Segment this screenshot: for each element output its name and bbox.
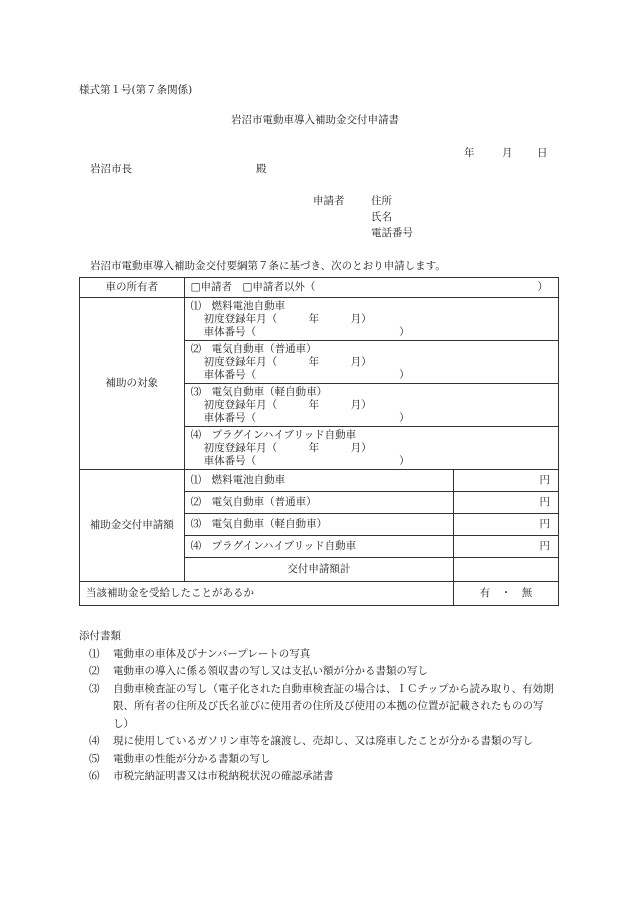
body-number-close: ） — [399, 326, 410, 338]
attachment-number: ⑴ — [89, 647, 100, 660]
total-label: 交付申請額計 — [184, 558, 454, 582]
vehicle-row — [80, 298, 559, 341]
date-year: 年 — [464, 147, 475, 159]
attachment-number: ⑸ — [89, 752, 100, 765]
applicant-phone-label: 電話番号 — [371, 227, 413, 239]
applicant-label: 申請者 — [313, 195, 345, 207]
attachment-item — [79, 681, 559, 734]
attachment-number: ⑵ — [89, 665, 100, 677]
body-number-label: 車体番号（ — [203, 412, 257, 424]
addressee-honorific: 殿 — [256, 163, 267, 175]
amount-row-name: ⑵ 電気自動車（普通車） — [184, 492, 454, 514]
vehicle-registration-field[interactable]: 初度登録年月（ 年 月） — [203, 442, 372, 454]
vehicle-block-2[interactable] — [184, 341, 558, 384]
date-month: 月 — [502, 147, 513, 159]
attachments-heading: 添付書類 — [79, 630, 121, 642]
vehicle-registration-field[interactable]: 初度登録年月（ 年 月） — [203, 313, 372, 325]
vehicle-block-3[interactable] — [184, 384, 558, 427]
vehicle-body-number-field[interactable] — [191, 412, 410, 425]
amount-label: 補助金交付申請額 — [80, 470, 185, 582]
subject-label: 補助の対象 — [80, 298, 185, 470]
vehicle-block-1[interactable] — [184, 298, 558, 341]
vehicle-body-number-field[interactable] — [191, 369, 410, 382]
vehicle-registration-field[interactable]: 初度登録年月（ 年 月） — [203, 399, 372, 411]
vehicle-body-number-field[interactable] — [191, 326, 410, 339]
owner-options-close: ） — [537, 281, 548, 293]
amount-input[interactable]: 円 — [454, 470, 559, 492]
date-day: 日 — [537, 147, 548, 159]
amount-row-name: ⑷ プラグインハイブリッド自動車 — [184, 536, 454, 558]
body-number-label: 車体番号（ — [203, 455, 257, 467]
amount-input[interactable]: 円 — [454, 514, 559, 536]
application-table — [79, 277, 559, 606]
amount-row-name: ⑴ 燃料電池自動車 — [184, 470, 454, 492]
received-row — [80, 582, 559, 606]
form-title: 岩沼市電動車導入補助金交付申請書 — [231, 114, 399, 126]
owner-options-text[interactable]: □申請者 □申請者以外（ — [190, 281, 316, 293]
attachment-text: 自動車検査証の写し（電子化された自動車検査証の場合は、ＩＣチップから読み取り、有効期限、所有者の住所及び氏名並びに使用者の住所及び使用の本拠の位置が記載されたものの写し） — [113, 682, 554, 730]
attachment-item — [79, 646, 559, 664]
received-answer[interactable]: 有 ・ 無 — [454, 582, 559, 606]
attachment-text: 電動車の導入に係る領収書の写し又は支払い額が分かる書類の写し — [113, 665, 428, 677]
body-number-close: ） — [399, 412, 410, 424]
vehicle-name: ⑶ 電気自動車（軽自動車） — [190, 386, 328, 398]
attachments-section — [79, 628, 559, 786]
owner-options[interactable] — [184, 278, 558, 298]
applicant-name-label: 氏名 — [371, 211, 392, 223]
vehicle-name: ⑷ プラグインハイブリッド自動車 — [190, 429, 357, 441]
attachment-number: ⑷ — [89, 735, 100, 747]
body-number-label: 車体番号（ — [203, 369, 257, 381]
vehicle-name: ⑵ 電気自動車（普通車） — [190, 343, 317, 355]
amount-input[interactable]: 円 — [454, 492, 559, 514]
attachment-item — [79, 751, 559, 769]
body-number-close: ） — [399, 369, 410, 381]
form-number: 様式第１号(第７条関係) — [79, 84, 193, 96]
attachment-item — [79, 768, 559, 786]
intro-text: 岩沼市電動車導入補助金交付要綱第７条に基づき、次のとおり申請します。 — [90, 260, 446, 272]
owner-label: 車の所有者 — [80, 278, 185, 298]
total-input[interactable] — [454, 558, 559, 582]
attachment-text: 電動車の車体及びナンバープレートの写真 — [113, 647, 311, 660]
amount-row — [80, 470, 559, 492]
attachment-number: ⑶ — [89, 682, 100, 695]
vehicle-registration-field[interactable]: 初度登録年月（ 年 月） — [203, 356, 372, 368]
vehicle-block-4[interactable] — [184, 427, 558, 470]
attachment-text: 現に使用しているガソリン車等を譲渡し、売却し、又は廃車したことが分かる書類の写し — [113, 735, 533, 747]
body-number-close: ） — [399, 455, 410, 467]
vehicle-body-number-field[interactable] — [191, 455, 410, 468]
applicant-address-label: 住所 — [371, 195, 392, 207]
attachment-item — [79, 733, 559, 751]
attachment-text: 市税完納証明書又は市税納税状況の確認承諾書 — [113, 770, 334, 782]
amount-row-name: ⑶ 電気自動車（軽自動車） — [184, 514, 454, 536]
attachment-number: ⑹ — [89, 770, 100, 782]
body-number-label: 車体番号（ — [203, 326, 257, 338]
attachment-item — [79, 663, 559, 681]
amount-input[interactable]: 円 — [454, 536, 559, 558]
addressee-mayor: 岩沼市長 — [90, 163, 132, 175]
received-question: 当該補助金を受給したことがあるか — [80, 582, 454, 606]
owner-row — [80, 278, 559, 298]
vehicle-name: ⑴ 燃料電池自動車 — [190, 300, 286, 312]
attachment-text: 電動車の性能が分かる書類の写し — [113, 752, 271, 765]
